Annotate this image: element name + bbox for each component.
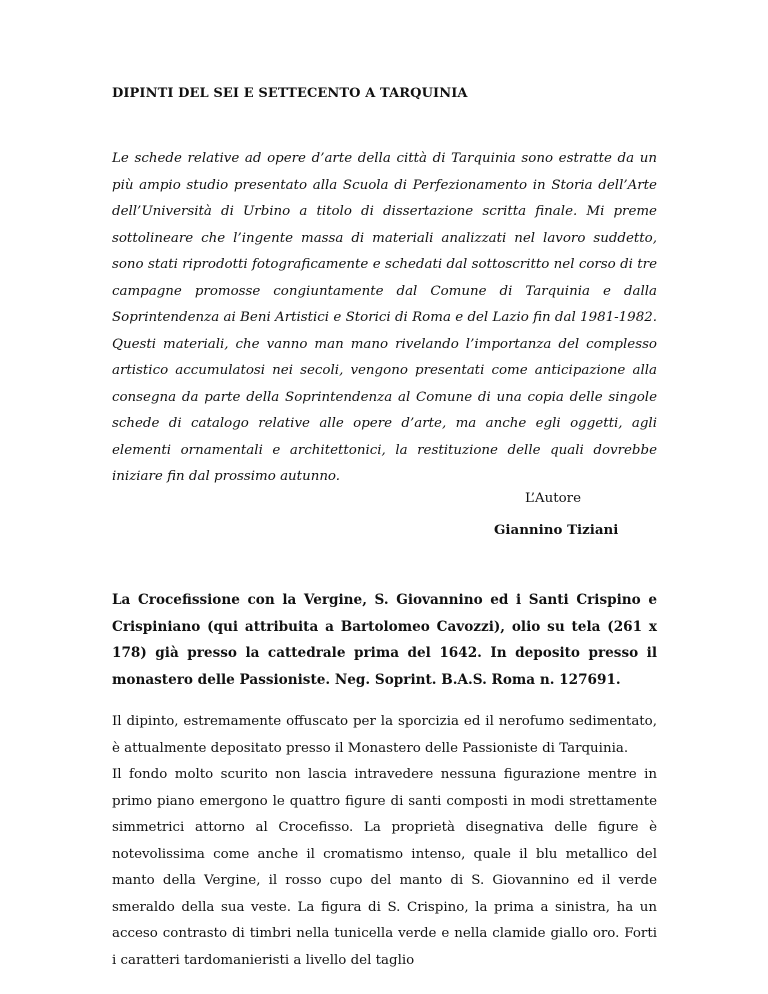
- intro-paragraph: Le schede relative ad opere d’arte della città di Tarquinia sono estratte da un più ampio studio presentato alla Scuola di Perfezionamento in Storia dell’Arte dell’Università di Urbino a titolo di dissertazione scritta finale. Mi preme sottolineare che l’ingente massa di materiali analizzati nel lavoro suddetto, sono stati riprodotti fotograficamente e schedati dal sottoscritto nel corso di tre campagne promosse congiuntamente dal Comune di Tarquinia e dalla Soprintendenza ai Beni Artistici e Storici di Roma e del Lazio fin dal 1981-1982. Questi materiali, che vanno man mano rivelando l’importanza del complesso artistico accumulatosi nei secoli, vengono presentati come anticipazione alla consegna da parte della Soprintendenza al Comune di una copia delle singole schede di catalogo relative alle opere d’arte, ma anche egli oggetti, agli elementi ornamentali e architettonici, la restituzione delle quali dovrebbe iniziare fin dal prossimo autunno.: [112, 151, 657, 484]
- body-paragraph: Il fondo molto scurito non lascia intravedere nessuna figurazione mentre in primo piano emergono le quattro figure di santi composti in modi strettamente simmetrici attorno al Crocefisso. La proprietà disegnativa delle figure è notevolissima come anche il cromatismo intenso, quale il blu metallico del manto della Vergine, il rosso cupo del manto di S. Giovannino ed il verde smeraldo della sua veste. La figura di S. Crispino, la prima a sinistra, ha un acceso contrasto di timbri nella tunicella verde e nella clamide giallo oro. Forti i caratteri tardomanieristi a livello del taglio: [112, 767, 657, 968]
- body-paragraph: Il dipinto, estremamente offuscato per la sporcizia ed il nerofumo sedimentato, è attualmente depositato presso il Monastero delle Passioniste di Tarquinia.: [112, 714, 657, 756]
- catalog-entry-heading: La Crocefissione con la Vergine, S. Giovannino ed i Santi Crispino e Crispiniano (qui attribuita a Bartolomeo Cavozzi), olio su tela (261 x 178) già presso la cattedrale prima del 1642. In deposito presso il monastero delle Passioniste. Neg. Soprint. B.A.S. Roma n. 127691.: [112, 592, 657, 688]
- catalog-entry-body: [112, 709, 657, 974]
- author-label: L’Autore: [525, 491, 581, 506]
- document-title: DIPINTI DEL SEI E SETTECENTO A TARQUINIA: [112, 86, 468, 101]
- author-name: Giannino Tiziani: [494, 522, 619, 538]
